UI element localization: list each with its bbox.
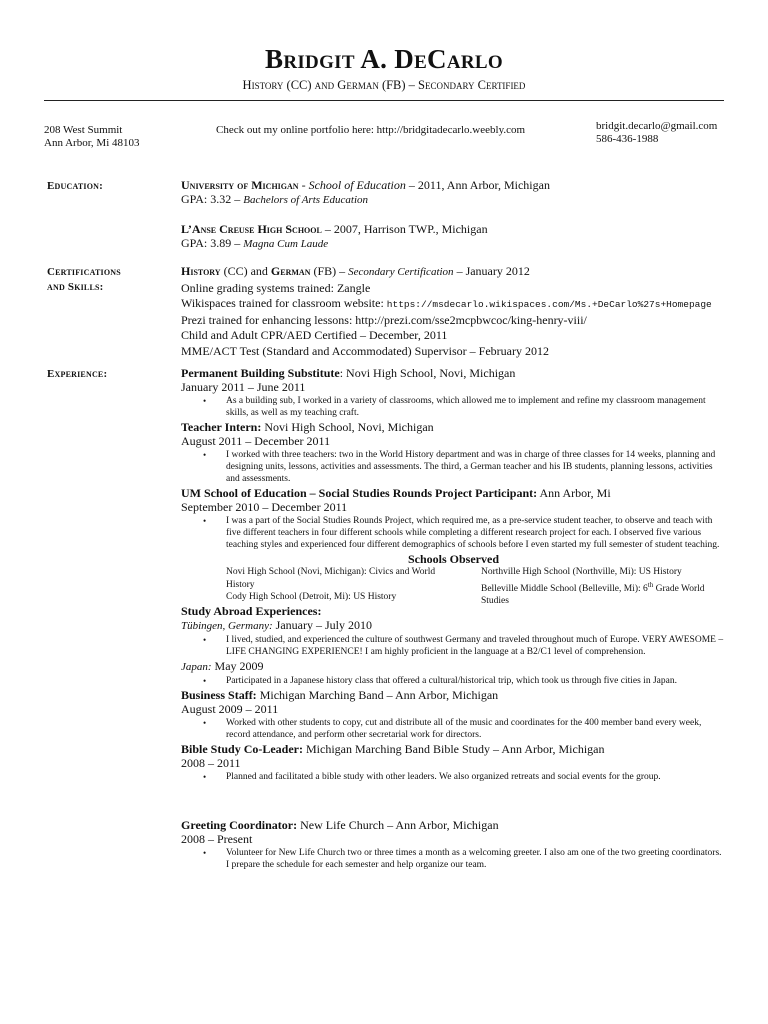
job-bullet: • I worked with three teachers: two in the World History department and was in charge of three classes for 14 weeks, planning and designing units, lessons, activities and assessments. The third, a German teacher and his IB students, planning lessons, activities and assessments.	[203, 450, 716, 484]
job-dates: September 2010 – December 2011	[181, 500, 348, 514]
experience-label: Experience:	[47, 368, 108, 380]
cert-cpr: Child and Adult CPR/AED Certified – December, 2011	[181, 328, 448, 342]
job-rounds-project	[181, 486, 726, 551]
education-entry-highschool	[181, 222, 726, 251]
study-abroad-heading: Study Abroad Experiences:	[181, 604, 322, 618]
cert-wikispaces: Wikispaces trained for classroom website: https://msdecarlo.wikispaces.com/Ms.+DeCarlo%27s+Homepage	[181, 296, 712, 310]
cert-grading: Online grading systems trained: Zangle	[181, 280, 371, 295]
job-title: UM School of Education – Social Studies Rounds Project Participant:	[181, 486, 538, 500]
job-title: Greeting Coordinator:	[181, 818, 298, 832]
abroad-dates: January – July 2010	[272, 618, 372, 632]
address-block	[44, 124, 140, 150]
job-dates: January 2011 – June 2011	[181, 380, 306, 394]
address-line-1: 208 West Summit	[44, 124, 123, 136]
education-label: Education:	[47, 180, 103, 192]
header-divider	[44, 100, 724, 101]
job-teacher-intern	[181, 420, 726, 485]
school-name: University of Michigan	[181, 178, 299, 192]
resume-subtitle: History (CC) and German (FB) – Secondary Certified	[242, 78, 526, 92]
job-place: Ann Arbor, Mi	[537, 486, 611, 500]
gpa: GPA: 3.32 –	[181, 192, 244, 206]
school-observed: Cody High School (Detroit, Mi): US History	[226, 592, 397, 602]
certifications-label-line-1: Certifications	[47, 266, 121, 278]
certifications-label-line-2: and Skills:	[47, 281, 104, 293]
schools-observed-list	[181, 566, 726, 607]
certifications-list	[181, 264, 726, 359]
cert-teaching: History (CC) and German (FB) – Secondary Certification – January 2012	[181, 264, 530, 278]
job-title: Bible Study Co-Leader:	[181, 742, 304, 756]
experience-list	[181, 366, 726, 872]
job-building-substitute	[181, 366, 726, 419]
address-line-2: Ann Arbor, Mi 48103	[44, 137, 140, 149]
schools-observed-heading: Schools Observed	[407, 552, 499, 566]
gpa: GPA: 3.89 –	[181, 236, 244, 250]
abroad-dates: May 2009	[211, 659, 264, 673]
job-title: Permanent Building Substitute	[181, 366, 340, 380]
school-name: L’Anse Creuse High School	[181, 222, 322, 236]
school-observed: Northville High School (Northville, Mi): US History	[481, 567, 682, 577]
certifications-label	[47, 265, 121, 295]
education-entry-umich	[181, 178, 726, 207]
phone-number: 586-436-1988	[596, 133, 659, 145]
job-bullet: • Worked with other students to copy, cut and distribute all of the music and coordinates for the 400 member band every week, record attendance, and perform other secretarial work for directors.	[203, 718, 702, 740]
job-bible-study	[181, 742, 726, 783]
job-business-staff	[181, 688, 726, 741]
schools-left-column	[226, 566, 456, 604]
job-dates: 2008 – Present	[181, 832, 253, 846]
separator: -	[298, 178, 309, 192]
abroad-place: Tübingen, Germany:	[181, 620, 273, 632]
resume-name: Bridgit A. DeCarlo	[265, 44, 503, 74]
cert-prezi: Prezi trained for enhancing lessons: http://prezi.com/sse2mcpbwcoc/king-henry-viii/	[181, 312, 587, 327]
abroad-place: Japan:	[181, 661, 212, 673]
job-place: Michigan Marching Band Bible Study – Ann Arbor, Michigan	[303, 742, 605, 756]
school-observed: Novi High School (Novi, Michigan): Civics and World History	[226, 567, 436, 590]
honors: Magna Cum Laude	[243, 238, 329, 250]
job-bullet: • I was a part of the Social Studies Rounds Project, which required me, as a pre-service student teacher, to observe and teach with five different teachers in four different schools while completing a different research project for each. I observed five various teaching styles and experienced four different demographics of schools before I even started my full semester of student teaching.	[203, 516, 720, 550]
study-abroad-germany	[181, 618, 726, 658]
job-title: Teacher Intern:	[181, 420, 262, 434]
job-bullet: • Participated in a Japanese history class that offered a cultural/historical trip, which took us through five cities in Japan.	[203, 676, 677, 686]
school-details: – 2011, Ann Arbor, Michigan	[405, 178, 550, 192]
school-details: – 2007, Harrison TWP., Michigan	[321, 222, 488, 236]
job-dates: 2008 – 2011	[181, 756, 241, 770]
job-bullet: • Volunteer for New Life Church two or three times a month as a welcoming greeter. I also am one of the two greeting coordinators. I prepare the schedule for each semester and help organize our team.	[203, 848, 722, 870]
schools-right-column	[481, 566, 726, 608]
degree: Bachelors of Arts Education	[243, 194, 369, 206]
job-place: : Novi High School, Novi, Michigan	[339, 366, 516, 380]
school-dept: School of Education	[308, 178, 406, 192]
study-abroad-japan	[181, 659, 726, 687]
school-observed: Belleville Middle School (Belleville, Mi): 6th Grade World Studies	[481, 580, 705, 607]
job-bullet: • Planned and facilitated a bible study with other leaders. We also organized retreats and social events for the group.	[203, 772, 661, 782]
wikispaces-link[interactable]: https://msdecarlo.wikispaces.com/Ms.+DeCarlo%27s+Homepage	[386, 299, 712, 310]
email-link[interactable]: bridgit.decarlo@gmail.com	[596, 120, 718, 132]
job-greeting-coordinator	[181, 818, 726, 871]
job-place: Michigan Marching Band – Ann Arbor, Michigan	[256, 688, 499, 702]
job-place: Novi High School, Novi, Michigan	[261, 420, 434, 434]
job-place: New Life Church – Ann Arbor, Michigan	[297, 818, 499, 832]
portfolio-link[interactable]: Check out my online portfolio here: http://bridgitadecarlo.weebly.com	[216, 124, 526, 136]
cert-mme: MME/ACT Test (Standard and Accommodated) Supervisor – February 2012	[181, 343, 549, 358]
job-title: Business Staff:	[181, 688, 257, 702]
job-dates: August 2009 – 2011	[181, 702, 279, 716]
contact-block	[596, 120, 717, 146]
job-bullet: • As a building sub, I worked in a variety of classrooms, which allowed me to implement and refine my classroom management skills, as well as my teaching craft.	[203, 396, 706, 418]
job-dates: August 2011 – December 2011	[181, 434, 331, 448]
job-bullet: • I lived, studied, and experienced the culture of southwest Germany and traveled throughout much of Europe. VERY AWESOME – LIFE CHANGING EXPERIENCE! I am highly proficient in the language at a B2/C1 level of comprehension.	[203, 635, 724, 657]
